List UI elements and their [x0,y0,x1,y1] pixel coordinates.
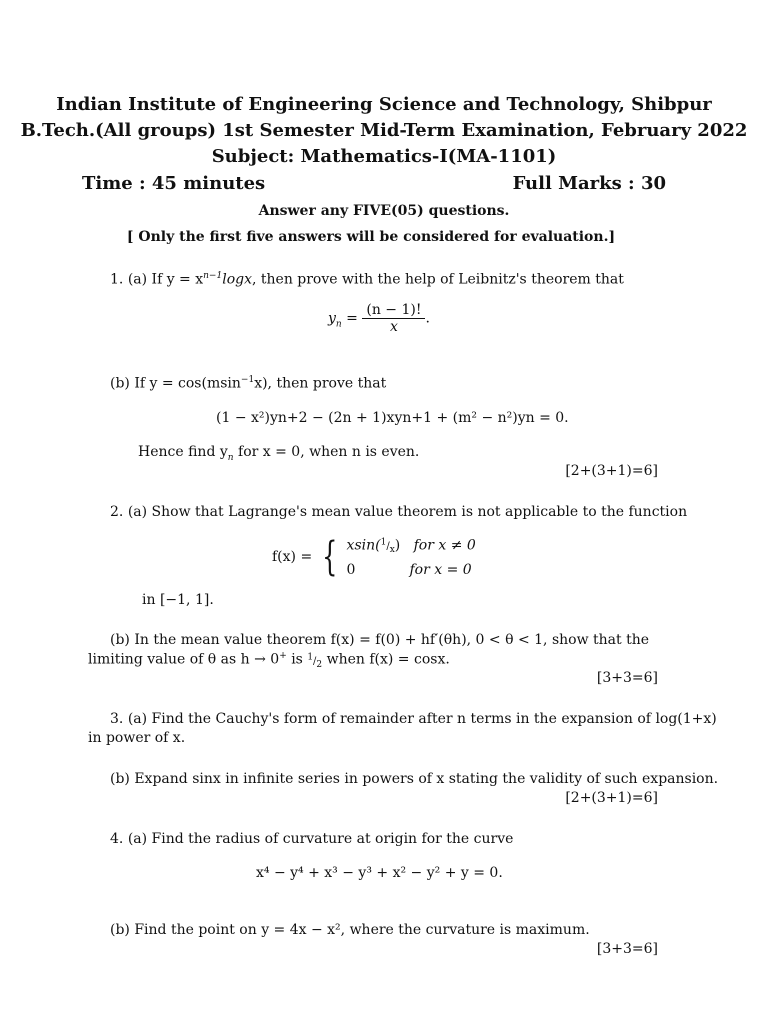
full-marks: Full Marks : 30 [512,173,666,194]
question-1b: (b) If y = cos(msin$^{-1}$x), then prove that [110,375,387,392]
question-3a-line2: in power of x. [88,730,186,746]
exam-title: B.Tech.(All groups) 1st Semester Mid-Term Examination, February 2022 [20,120,748,141]
question-3b: (b) Expand sinx in infinite series in powers of x stating the validity of such expansion. [110,771,719,787]
marks-q4: [3+3=6] [596,941,658,957]
instruction-answer-five: Answer any FIVE(05) questions. [258,203,510,219]
marks-q1: [2+(3+1)=6] [565,463,658,479]
marks-q2: [3+3=6] [596,670,658,686]
equation-yn: $y_n$ = $\frac{(n - 1)!}{x}$ . [328,302,430,335]
question-2b-line2: limiting value of θ as h → 0+ is $^1/_2$ when f(x) = cosx. [88,651,450,670]
piecewise-function: f(x) = { $xsin(^1/_x)$ for x ≠ 0 0 for x = 0 [272,533,476,580]
equation-recurrence: (1 − x²)yn+2 − (2n + 1)xyn+1 + (m² − n²)yn = 0. [216,410,569,426]
marks-q3: [2+(3+1)=6] [565,790,658,806]
question-number: 3. [110,711,124,727]
question-2b-line1: (b) In the mean value theorem f(x) = f(0) + hf′(θh), 0 < θ < 1, show that the [110,632,650,648]
institute-name: Indian Institute of Engineering Science and Technology, Shibpur [56,94,712,115]
left-brace: { [321,533,338,580]
question-2a: 2. (a) Show that Lagrange's mean value theorem is not applicable to the function [110,504,688,520]
question-2a-interval: in [−1, 1]. [142,592,214,608]
instruction-evaluation: [ Only the first five answers will be considered for evaluation.] [126,229,616,245]
question-number: 4. [110,831,124,847]
question-1b-hence: Hence find $y_n$ for x = 0, when n is even. [138,444,420,463]
question-4a: 4. (a) Find the radius of curvature at origin for the curve [110,831,514,847]
question-number: 1. [110,271,124,288]
question-number: 2. [110,504,124,520]
subject-line: Subject: Mathematics-I(MA-1101) [211,146,557,167]
question-4b: (b) Find the point on y = 4x − x², where the curvature is maximum. [110,922,590,938]
question-3a-line1: 3. (a) Find the Cauchy's form of remainder after n terms in the expansion of log(1+x) [110,711,717,727]
time-allowed: Time : 45 minutes [82,173,266,194]
equation-curve: x⁴ − y⁴ + x³ − y³ + x² − y² + y = 0. [256,865,503,881]
question-1a: 1. (a) If $y = x^{n-1}\log x$, then prove with the help of Leibnitz's theorem that [110,271,624,288]
